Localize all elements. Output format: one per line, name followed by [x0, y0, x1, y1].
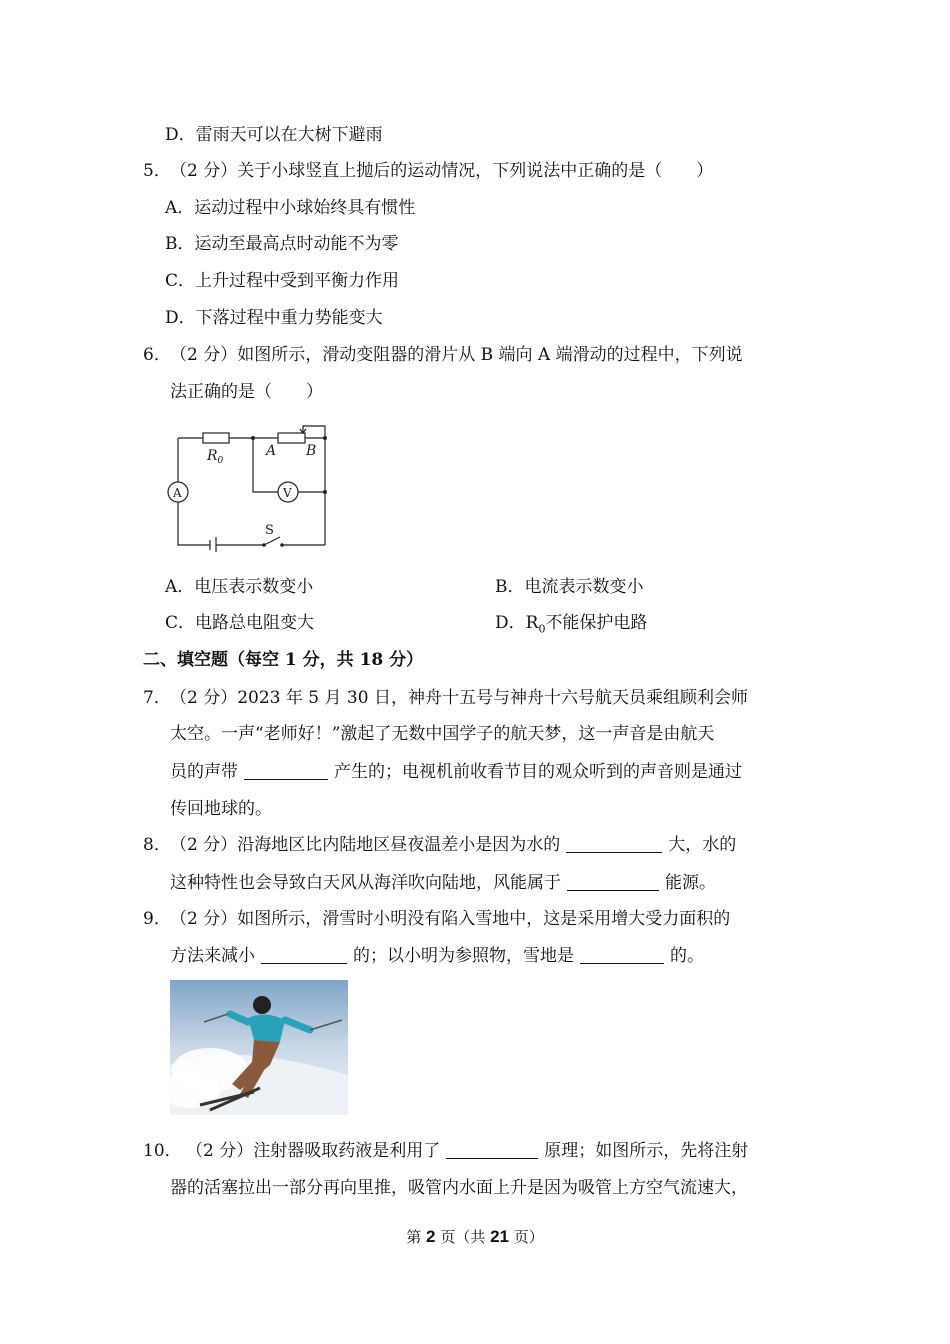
- q6-number: 6．: [143, 345, 171, 365]
- q9-number: 9．: [143, 909, 171, 929]
- q5-stem: （2 分）关于小球竖直上抛后的运动情况，下列说法中正确的是（ ）: [170, 161, 714, 181]
- q9-blank-1: [261, 945, 347, 964]
- q5-option-b: B．运动至最高点时动能不为零: [165, 234, 399, 254]
- q9-line2: 方法来减小 的；以小明为参照物，雪地是 的。: [170, 946, 704, 966]
- q5-option-a: A．运动过程中小球始终具有惯性: [165, 198, 416, 218]
- q8-line2: 这种特性也会导致白天风从海洋吹向陆地，风能属于 能源。: [170, 873, 716, 893]
- q7-line1: （2 分）2023 年 5 月 30 日，神舟十五号与神舟十六号航天员乘组顾利会师: [170, 688, 748, 708]
- q6-option-a: A．电压表示数变小: [165, 577, 314, 597]
- resistor-r0: [203, 433, 229, 443]
- q4-option-d: D．雷雨天可以在大树下避雨: [165, 125, 383, 145]
- section-title: 二、填空题（每空 1 分，共 18 分）: [143, 650, 424, 670]
- q5-option-c: C．上升过程中受到平衡力作用: [165, 271, 400, 291]
- q7-number: 7．: [143, 688, 171, 708]
- q6-option-b: B．电流表示数变小: [495, 577, 644, 597]
- rheostat-end-b: B: [306, 443, 317, 459]
- q6-stem-line1: （2 分）如图所示，滑动变阻器的滑片从 B 端向 A 端滑动的过程中，下列说: [170, 345, 743, 365]
- q9-line1: （2 分）如图所示，滑雪时小明没有陷入雪地中，这是采用增大受力面积的: [170, 909, 731, 929]
- q7-line2: 太空。一声“老师好！”激起了无数中国学子的航天梦，这一声音是由航天: [170, 724, 715, 744]
- q7-line3: 员的声带 产生的；电视机前收看节目的观众听到的声音则是通过: [170, 762, 742, 782]
- q6-option-d: D．$R_0$不能保护电路: [495, 613, 648, 636]
- voltmeter-label: V: [283, 486, 292, 500]
- ammeter-label: A: [173, 486, 182, 500]
- switch: [264, 537, 280, 545]
- q5-number: 5．: [143, 161, 171, 181]
- skier-photo: [170, 980, 348, 1115]
- r0-subscript: 0: [217, 456, 224, 466]
- q7-blank-1: [244, 761, 328, 780]
- q6-stem-line2: 法正确的是（ ）: [170, 382, 323, 402]
- page-footer: 第 2 页（共 21 页）: [406, 1227, 544, 1246]
- q10-line2: 器的活塞拉出一部分再向里推，吸管内水面上升是因为吸管上方空气流速大，: [170, 1178, 748, 1198]
- r0-label: R: [207, 448, 218, 464]
- switch-label: S: [265, 523, 274, 538]
- q8-number: 8．: [143, 835, 171, 855]
- circuit-diagram: [160, 420, 340, 552]
- q8-blank-2: [567, 872, 659, 891]
- q8-blank-1: [566, 834, 662, 853]
- rheostat: [278, 433, 305, 443]
- q9-blank-2: [580, 945, 664, 964]
- svg-text:R0: [206, 448, 224, 466]
- q8-line1: （2 分）沿海地区比内陆地区昼夜温差小是因为水的 大，水的: [170, 835, 737, 855]
- q10-blank-1: [446, 1140, 538, 1159]
- q5-option-d: D．下落过程中重力势能变大: [165, 308, 383, 328]
- q6-option-c: C．电路总电阻变大: [165, 613, 315, 633]
- q10-number: 10．: [143, 1141, 182, 1161]
- page-number: 2: [426, 1227, 436, 1246]
- q10-line1: （2 分）注射器吸取药液是利用了 原理；如图所示，先将注射: [186, 1141, 749, 1161]
- rheostat-end-a: A: [266, 443, 277, 459]
- total-pages: 21: [490, 1227, 509, 1246]
- q7-line4: 传回地球的。: [170, 799, 272, 819]
